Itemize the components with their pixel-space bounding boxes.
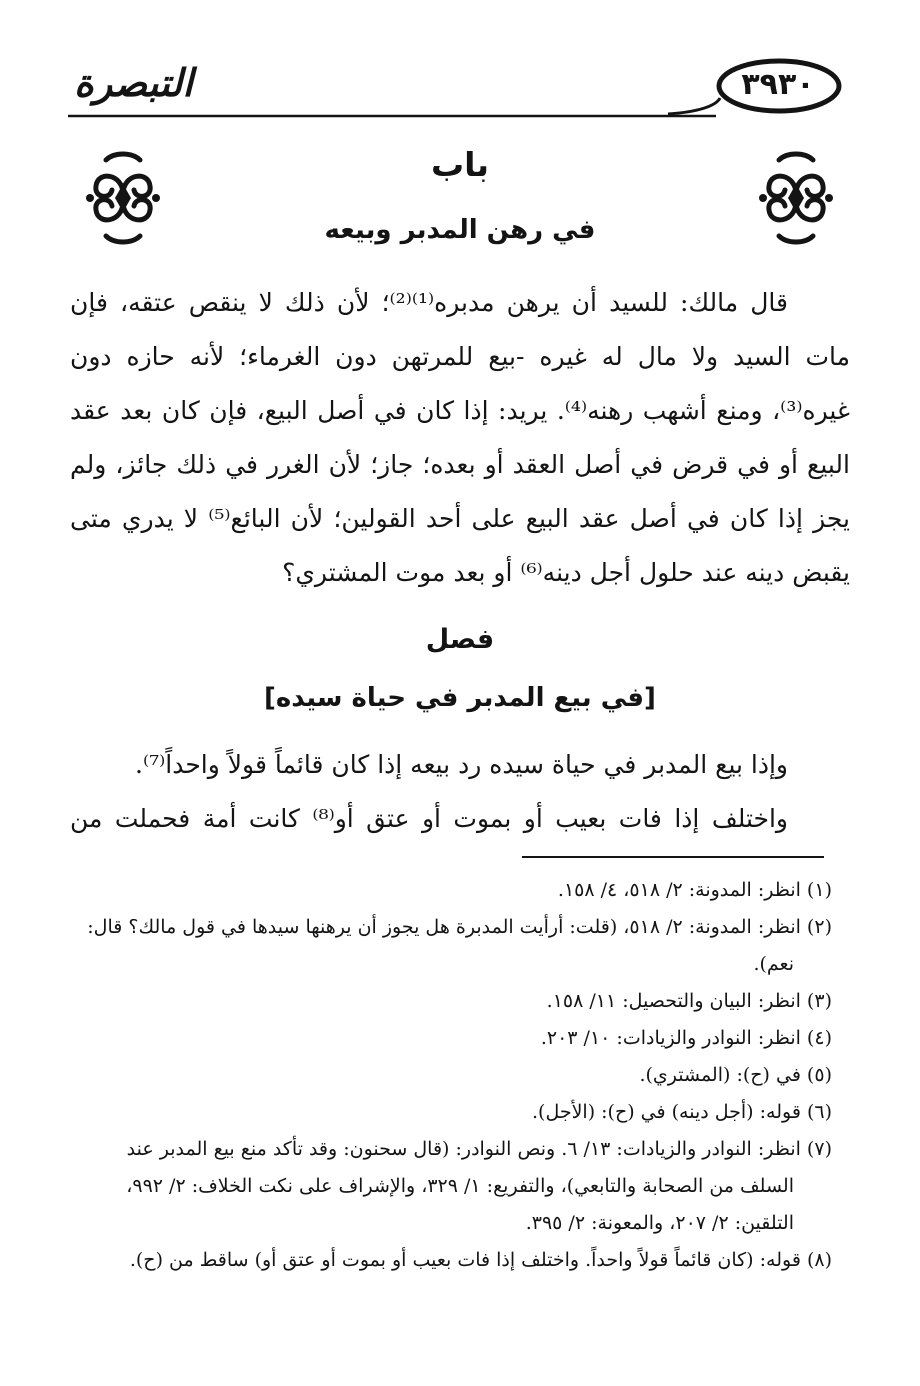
footnotes bbox=[70, 872, 832, 1279]
section-text-block bbox=[70, 738, 850, 846]
section-title: فصل bbox=[425, 624, 495, 655]
page-number: ٣٩٣٠ bbox=[741, 67, 815, 102]
section-paragraph-1: وإذا بيع المدبر في حياة سيده رد بيعه إذا كان قائماً قولاً واحداً⁽⁷⁾. bbox=[135, 750, 788, 779]
main-paragraph: قال مالك: للسيد أن يرهن مدبره⁽¹⁾⁽²⁾؛ لأن ذلك لا ينقص عتقه، فإن مات السيد ولا مال له غيره -بيع للمرتهن دون الغرماء؛ لأنه حازه دون غيره⁽³⁾، ومنع أشهب رهنه⁽⁴⁾. يريد: إذا كان في أصل البيع، فإن كان بعد عقد البيع أو في قرض في أصل العقد أو بعده؛ جاز؛ لأن الغرر في ذلك جائز، ولم يجز إذا كان في أصل عقد البيع على أحد القولين؛ لأن البائع⁽⁵⁾ لا يدري متى يقبض دينه عند حلول أجل دينه⁽⁶⁾ أو بعد موت المشتري؟ bbox=[70, 288, 850, 587]
chapter-title: باب bbox=[431, 145, 489, 184]
footnote-1: (١) انظر: المدونة: ٢/ ٥١٨، ٤/ ١٥٨. bbox=[557, 879, 832, 901]
main-paragraph-block bbox=[70, 276, 850, 600]
footnote-separator bbox=[522, 856, 824, 858]
footnote-4: (٤) انظر: النوادر والزيادات: ١٠/ ٢٠٣. bbox=[540, 1027, 832, 1049]
footnote-6: (٦) قوله: (أجل دينه) في (ح): (الأجل). bbox=[532, 1101, 832, 1123]
footnote-8: (٨) قوله: (كان قائماً قولاً واحداً. واختلف إذا فات بعيب أو بموت أو عتق أو) ساقط من (ح). bbox=[129, 1249, 832, 1271]
page-header bbox=[68, 48, 863, 124]
book-title: التبصرة bbox=[74, 60, 193, 105]
section-subtitle: [في بيع المدبر في حياة سيده] bbox=[264, 683, 656, 713]
floral-ornament-right-icon bbox=[757, 150, 835, 246]
floral-ornament-left-icon bbox=[84, 150, 162, 246]
footnote-3: (٣) انظر: البيان والتحصيل: ١١/ ١٥٨. bbox=[546, 990, 832, 1012]
footnote-5: (٥) في (ح): (المشتري). bbox=[639, 1064, 832, 1086]
footnote-7: (٧) انظر: النوادر والزيادات: ١٣/ ٦. ونص النوادر: (قال سحنون: وقد تأكد منع بيع المدبر عند السلف من الصحابة والتابعي)، والتفريع: ١/ ٣٢٩، والإشراف على نكت الخلاف: ٢/ ٩٩٢، التلقين: ٢/ ٢٠٧، والمعونة: ٢/ ٣٩٥. bbox=[126, 1138, 832, 1234]
footnote-2: (٢) انظر: المدونة: ٢/ ٥١٨، (قلت: أرأيت المدبرة هل يجوز أن يرهنها سيدها في قول مالك؟ قال: نعم). bbox=[87, 916, 832, 975]
section-paragraph-2: واختلف إذا فات بعيب أو بموت أو عتق أو⁽⁸⁾ كانت أمة فحملت من bbox=[70, 804, 788, 833]
chapter-subtitle: في رهن المدبر وبيعه bbox=[324, 215, 596, 245]
